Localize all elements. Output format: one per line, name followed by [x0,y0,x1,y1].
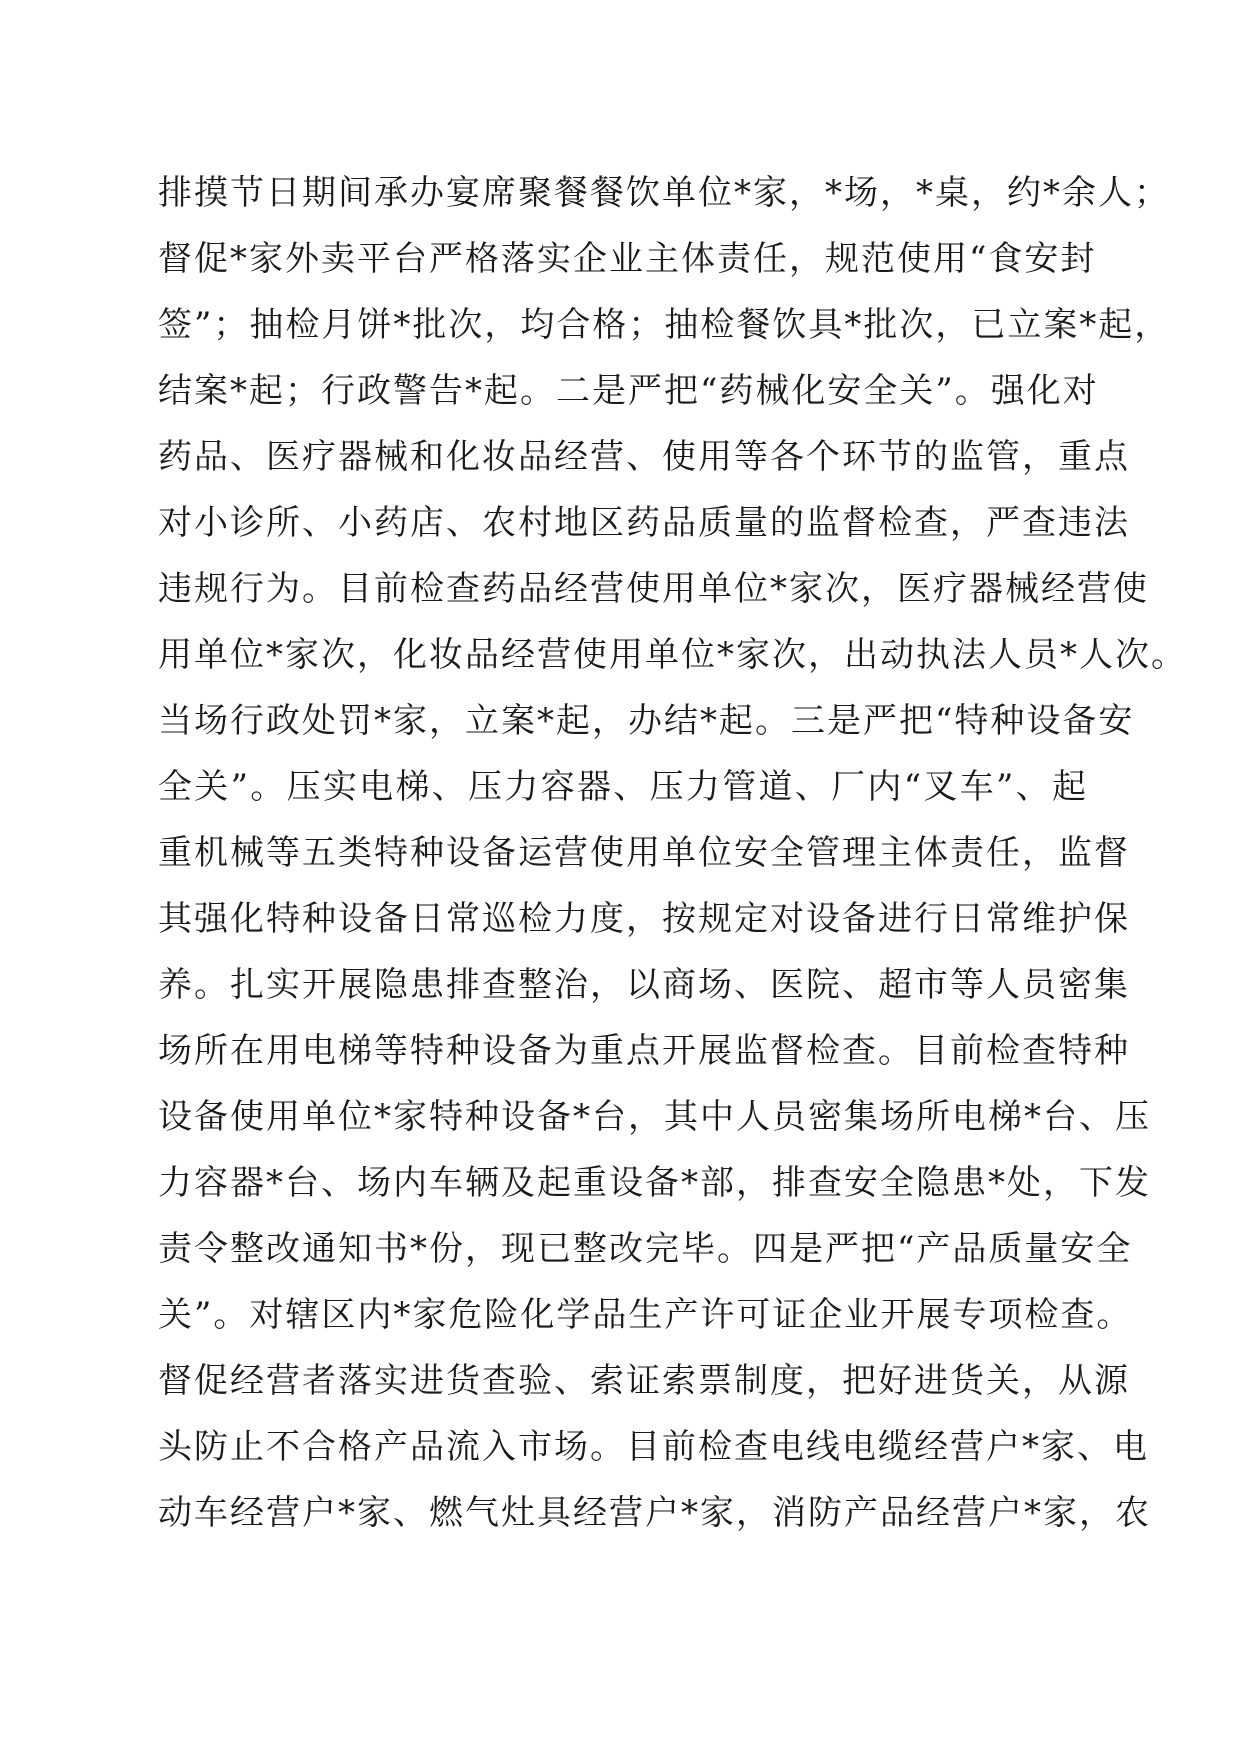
text-line: 场所在用电梯等特种设备为重点开展监督检查。目前检查特种 [158,1031,1130,1071]
text-line: 责令整改通知书*份，现已整改完毕。四是严把“产品质量安全 [158,1229,1133,1269]
text-line: 对小诊所、小药店、农村地区药品质量的监督检查，严查违法 [158,503,1130,543]
text-line: 力容器*台、场内车辆及起重设备*部，排查安全隐患*处，下发 [158,1163,1151,1203]
text-line: 养。扎实开展隐患排查整治，以商场、医院、超市等人员密集 [158,965,1130,1005]
text-line: 头防止不合格产品流入市场。目前检查电线电缆经营户*家、电 [158,1427,1149,1467]
text-line: 当场行政处罚*家，立案*起，办结*起。三是严把“特种设备安 [158,701,1135,741]
text-line: 排摸节日期间承办宴席聚餐餐饮单位*家，*场，*桌，约*余人； [158,173,1170,213]
text-line: 设备使用单位*家特种设备*台，其中人员密集场所电梯*台、压 [158,1097,1151,1137]
text-line: 签”；抽检月饼*批次，均合格；抽检餐饮具*批次，已立案*起， [158,305,1171,345]
text-line: 督促经营者落实进货查验、索证索票制度，把好进货关，从源 [158,1361,1130,1401]
text-line: 关”。对辖区内*家危险化学品生产许可证企业开展专项检查。 [158,1295,1133,1335]
text-line: 动车经营户*家、燃气灶具经营户*家，消防产品经营户*家，农 [158,1493,1151,1533]
text-line: 重机械等五类特种设备运营使用单位安全管理主体责任，监督 [158,833,1130,873]
text-line: 用单位*家次，化妆品经营使用单位*家次，出动执法人员*人次。 [158,635,1187,675]
text-line: 结案*起；行政警告*起。二是严把“药械化安全关”。强化对 [158,371,1099,411]
text-line: 药品、医疗器械和化妆品经营、使用等各个环节的监管，重点 [158,437,1130,477]
body-paragraph [158,160,1187,1546]
text-line: 督促*家外卖平台严格落实企业主体责任，规范使用“食安封 [158,239,1097,279]
text-line: 违规行为。目前检查药品经营使用单位*家次，医疗器械经营使 [158,569,1149,609]
text-line: 其强化特种设备日常巡检力度，按规定对设备进行日常维护保 [158,899,1130,939]
text-line: 全关”。压实电梯、压力容器、压力管道、厂内“叉车”、起 [158,767,1088,807]
